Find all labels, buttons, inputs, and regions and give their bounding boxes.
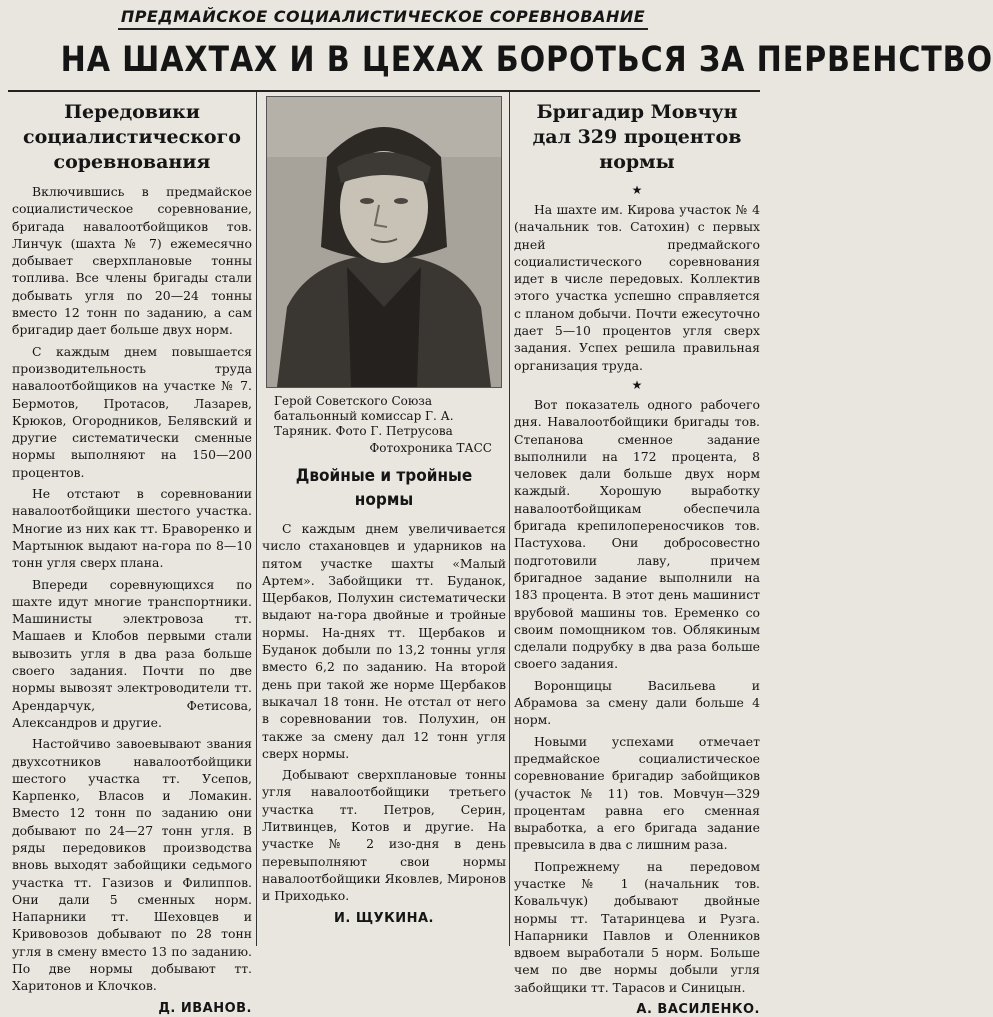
article-title-2: Двойные и тройные нормы	[295, 466, 473, 510]
paragraph: Новыми успехами отмечает предмайское социалистическое соревнование бригадир забойщиков (участок № 11) тов. Мовчун—329 процентам равна его сменная выработка, а его бригада задание превысила в два с лишним раза.	[514, 733, 760, 853]
paragraph: Впереди соревнующихся по шахте идут многие транспортники. Машинисты электровоза тт. Машаев и Клобов первыми стали вывозить угля в два раза больше своего задания. Почти по две нормы вывозят электроводители тт. Арендарчук, Фетисова, Александров и другие.	[12, 576, 252, 730]
author-signature-2: И. ЩУКИНА.	[334, 910, 434, 926]
star-separator: ★	[631, 377, 643, 392]
paragraph: Воронщицы Васильева и Абрамова за смену дали больше 4 норм.	[514, 677, 760, 728]
article-title-1: Передовики социалистического соревнования	[23, 101, 241, 173]
star-separator: ★	[631, 183, 643, 197]
paragraph: С каждым днем увеличивается число стахановцев и ударников на пятом участке шахты «Малый Артем». Забойщики тт. Буданок, Щербаков, Полухин систематически выдают на-гора двойные и тройные нормы. На-днях тт. Щербаков и Буданок добыли по 13,2 тонны угля вместо 6,2 по заданию. На второй день при такой же норме Щербаков выкачал 18 тонн. Не отстал от него в соревновании тов. Полухин, он также за смену дал 12 тонн угля сверх нормы.	[262, 521, 506, 761]
author-signature-3: А. ВАСИЛЕНКО.	[636, 1002, 760, 1017]
article-column-1	[12, 96, 252, 1016]
portrait-photo	[266, 96, 502, 388]
paragraph: Вот показатель одного рабочего дня. Навалоотбойщики бригады тов. Степанова сменное задание выполнили на 172 процента, 8 человек дали больше двух норм каждый. Хорошую выработку навалоотбойщикам обеспечила бригада крепилопереносчиков тов. Пастухова. Они добросовестно подготовили лаву, причем бригадное задание выполнили на 183 процента. В этот день машинист врубовой машины тов. Еременко со своим помощником тов. Облякиным сделали подрубку в два раза больше своего задания.	[514, 396, 760, 672]
headline-rule	[8, 90, 760, 92]
author-signature-1: Д. ИВАНОВ.	[158, 1000, 252, 1016]
paragraph: Включившись в предмайское социалистическое соревнование, бригада навалоотбойщиков тов. Линчук (шахта № 7) ежемесячно добывает сверхплановые тонны топлива. Все члены бригады стали добывать угля по 20—24 тонны вместо 12 тонн по заданию, а сам бригадир дает больше двух норм.	[12, 184, 252, 338]
article-title-3: Бригадир Мовчун дал 329 процентов нормы	[532, 101, 742, 173]
paragraph: Не отстают в соревновании навалоотбойщики шестого участка. Многие из них как тт. Браворенко и Мартынюк выдают на-гора по 8—10 тонн угля сверх плана.	[12, 486, 252, 571]
section-rubric: ПРЕДМАЙСКОЕ СОЦИАЛИСТИЧЕСКОЕ СОРЕВНОВАНИЕ	[118, 6, 648, 30]
column-divider-1	[256, 92, 257, 946]
paragraph: Добывают сверхплановые тонны угля навалоотбойщики третьего участка тт. Петров, Серин, Литвинцев, Котов и другие. На участке № 2 изо-дня в день перевыполняют свои нормы навалоотбойщики Яковлев, Миронов и Приходько.	[262, 767, 506, 904]
photo-credit: Фотохроника ТАСС	[369, 441, 492, 455]
paragraph: Попрежнему на передовом участке № 1 (начальник тов. Ковальчук) добывают двойные нормы тт. Татаринцева и Рузга. Напарники Павлов и Оленников вдвоем выработали 5 норм. Больше чем по две нормы добыли угля забойщики тт. Тарасов и Синицын.	[514, 858, 760, 995]
column-divider-2	[509, 92, 510, 946]
article-column-2	[262, 96, 506, 926]
article-column-3	[514, 96, 760, 1017]
paragraph: С каждым днем повышается производительность труда навалоотбойщиков на участке № 7. Бермотов, Протасов, Лазарев, Крюков, Огородников, Белявский и другие систематически сменные нормы выполняют на 150—200 процентов.	[12, 343, 252, 480]
portrait-illustration	[267, 97, 501, 387]
paragraph: Настойчиво завоевывают звания двухсотников навалоотбойщики шестого участка тт. Усепов, Карпенко, Власов и Ломакин. Вместо 12 тонн по заданию они добывают по 24—27 тонн угля. В ряды передовиков производства вновь выходят забойщики седьмого участка тт. Газизов и Филиппов. Они дали 5 сменных норм. Напарники тт. Шеховцев и Кривовозов добывают по 28 тонн угля в смену вместо 13 по заданию. По две нормы добывают тт. Харитонов и Клочков.	[12, 736, 252, 994]
paragraph: На шахте им. Кирова участок № 4 (начальник тов. Сатохин) с первых дней предмайского социалистического соревнования идет в числе передовых. Коллектив этого участка успешно справляется с планом добычи. Почти ежесуточно дает 5—10 процентов угля сверх задания. Успех решила правильная организация труда.	[514, 202, 760, 373]
page-headline: НА ШАХТАХ И В ЦЕХАХ БОРОТЬСЯ ЗА ПЕРВЕНСТВО	[60, 40, 993, 80]
photo-caption: Герой Советского Союза батальонный комиссар Г. А. Таряник. Фото Г. Петрусова	[274, 394, 454, 438]
